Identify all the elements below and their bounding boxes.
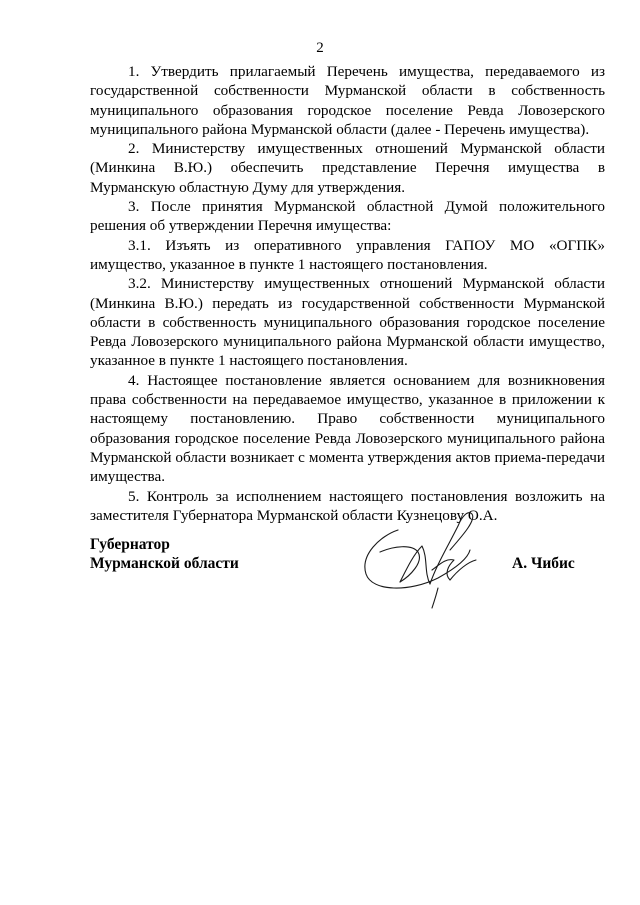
document-body — [90, 62, 605, 525]
paragraph-3-1: 3.1. Изъять из оперативного управления ГАПОУ МО «ОГПК» имущество, указанное в пункте 1 настоящего постановления. — [90, 236, 605, 273]
paragraph-3-2: 3.2. Министерству имущественных отношений Мурманской области (Минкина В.Ю.) передать из государственной собственности Мурманской области в собственность муниципального образования городское поселение Ревда Ловозерского муниципального района Мурманской области имущество, указанное в пункте 1 настоящего постановления. — [90, 275, 605, 370]
paragraph-4: 4. Настоящее постановление является основанием для возникновения права собственности на передаваемое имущество, указанное в приложении к настоящему постановлению. Право собственности муниципального образования городское поселение Ревда Ловозерского муниципального района Мурманской области возникает с момента утверждения актов приема-передачи имущества. — [90, 371, 605, 486]
paragraph-5: 5. Контроль за исполнением настоящего постановления возложить на заместителя Губернатора Мурманской области Кузнецову О.А. — [90, 487, 605, 524]
handwritten-signature — [340, 500, 490, 610]
paragraph-3: 3. После принятия Мурманской областной Думой положительного решения об утверждении Перечня имущества: — [90, 198, 605, 235]
signature-block — [0, 500, 640, 610]
paragraph-2: 2. Министерству имущественных отношений Мурманской области (Минкина В.Ю.) обеспечить представление Перечня имущества в Мурманскую областную Думу для утверждения. — [90, 140, 605, 196]
signer-title — [90, 535, 239, 573]
paragraph-1: 1. Утвердить прилагаемый Перечень имущества, передаваемого из государственной собственности Мурманской области в собственность муниципального образования городское поселение Ревда Ловозерского муниципального района Мурманской области (далее - Перечень имущества). — [90, 63, 605, 138]
signer-title-line-1: Губернатор — [90, 536, 170, 553]
signer-title-line-2: Мурманской области — [90, 555, 239, 572]
signer-name: А. Чибис — [512, 555, 575, 572]
page-number: 2 — [316, 40, 324, 56]
